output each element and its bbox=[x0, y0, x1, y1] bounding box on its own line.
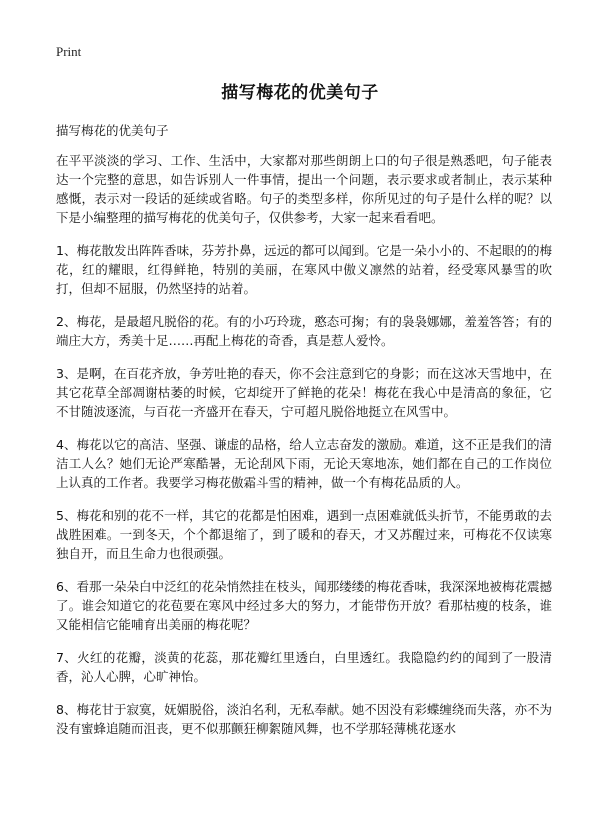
intro-paragraph: 在平平淡淡的学习、工作、生活中，大家都对那些朗朗上口的句子很是熟悉吧，句子能表达一个完整的意思，如告诉别人一件事情，提出一个问题，表示要求或者制止，表示某种感慨，表示对一段话的延续或省略。句子的类型多样，你所见过的句子是什么样的呢？以下是小编整理的描写梅花的优美句子，仅供参考，大家一起来看看吧。 bbox=[56, 153, 552, 225]
article-body bbox=[56, 151, 552, 752]
paragraph-4: 4、梅花以它的高洁、坚强、谦虚的品格，给人立志奋发的激励。难道，这不正是我们的清洁工人么？她们无论严寒酷暑，无论刮风下雨，无论天寒地冻，她们都在自己的工作岗位上认真的工作者。我要学习梅花傲霜斗雪的精神，做一个有梅花品质的人。 bbox=[56, 437, 552, 490]
paragraph-6: 6、看那一朵朵白中泛红的花朵悄然挂在枝头，闻那缕缕的梅花香味，我深深地被梅花震撼了。谁会知道它的花苞要在寒风中经过多大的努力，才能带伤开放？看那枯瘦的枝条，谁又能相信它能哺育出美丽的梅花呢？ bbox=[56, 579, 552, 632]
paragraph-2: 2、梅花，是最超凡脱俗的花。有的小巧玲珑，憨态可掬；有的袅袅娜娜，羞羞答答；有的端庄大方，秀美十足……再配上梅花的奇香，真是惹人爱怜。 bbox=[56, 314, 552, 348]
paragraph-7: 7、火红的花瓣，淡黄的花蕊，那花瓣红里透白，白里透红。我隐隐约约的闻到了一股清香，沁人心脾，心旷神怡。 bbox=[56, 650, 552, 684]
print-link[interactable]: Print bbox=[56, 44, 82, 59]
paragraph-8: 8、梅花甘于寂寞，妩媚脱俗，淡泊名利，无私奉献。她不因没有彩蝶缠绕而失落，亦不为没有蜜蜂追随而沮丧，更不似那颤狂柳絮随风舞，也不学那轻薄桃花逐水 bbox=[56, 702, 552, 736]
paragraph-5: 5、梅花和别的花不一样，其它的花都是怕困难，遇到一点困难就低头折节，不能勇敢的去战胜困难。一到冬天，个个都退缩了，到了暖和的春天，才又苏醒过来，可梅花不仅读寒独自开，而且生命力也很顽强。 bbox=[56, 508, 552, 561]
paragraph-3: 3、是啊，在百花齐放，争芳吐艳的春天，你不会注意到它的身影；而在这冰天雪地中，在其它花草全部凋谢枯萎的时候，它却绽开了鲜艳的花朵！梅花在我心中是清高的象征，它不甘随波逐流，与百花一齐盛开在春天，宁可超凡脱俗地挺立在风雪中。 bbox=[56, 366, 552, 419]
page-title: 描写梅花的优美句子 bbox=[221, 83, 379, 103]
page-subtitle: 描写梅花的优美句子 bbox=[56, 123, 169, 138]
paragraph-1: 1、梅花散发出阵阵香味，芬芳扑鼻，远远的都可以闻到。它是一朵小小的、不起眼的的梅花，红的耀眼，红得鲜艳，特别的美丽，在寒风中傲义凛然的站着，经受寒风暴雪的吹打，但却不屈服，仍然坚持的站着。 bbox=[56, 243, 552, 296]
